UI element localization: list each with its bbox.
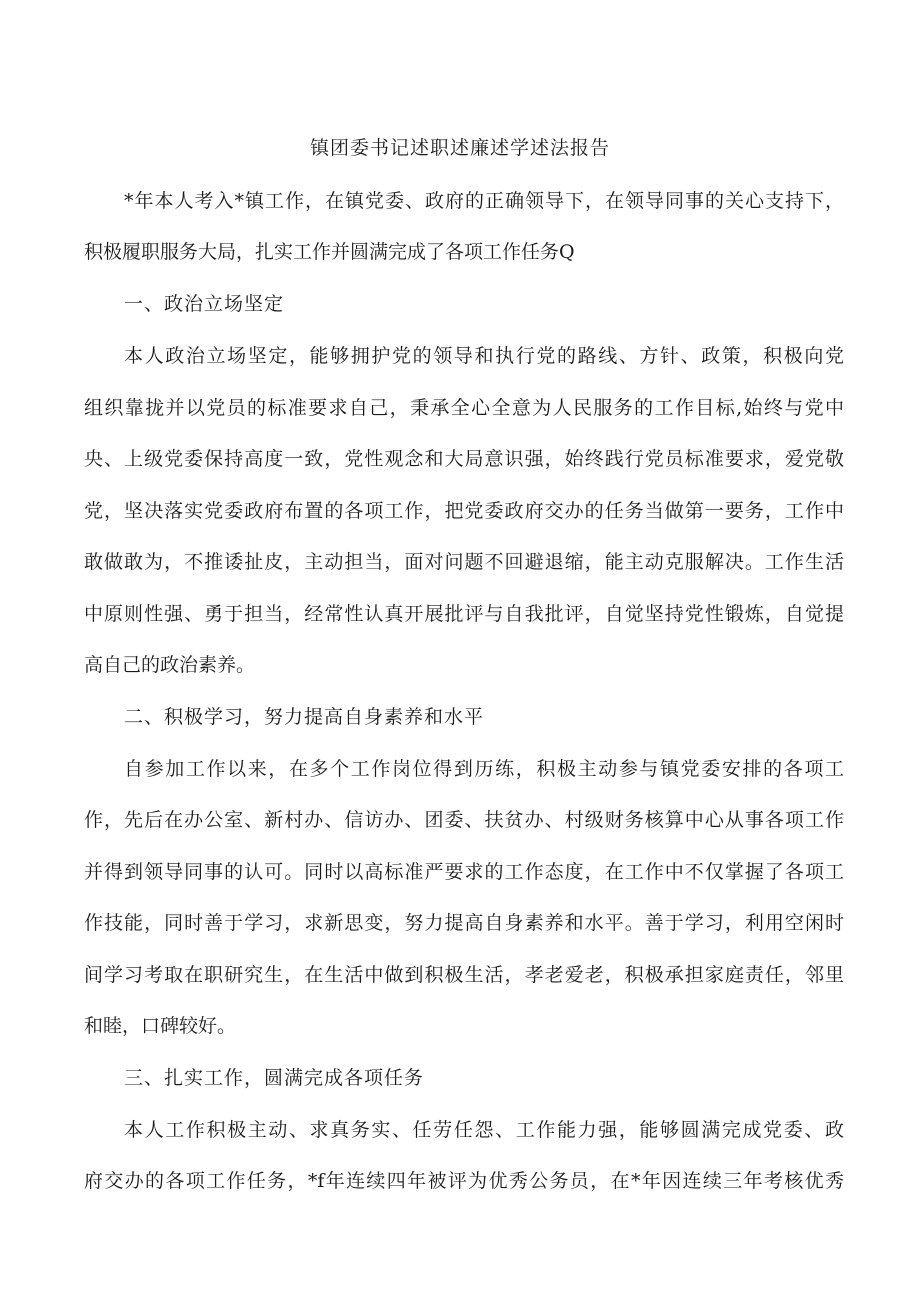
section-heading: 一、政治立场坚定 bbox=[124, 293, 285, 315]
paragraph-line: 作，先后在办公室、新村办、信访办、团委、扶贫办、村级财务核算中心从事各项工作 bbox=[84, 809, 844, 831]
intro-line: 积极履职服务大局，扎实工作并圆满完成了各项工作任务Q bbox=[84, 241, 575, 263]
paragraph-line: 高自己的政治素养。 bbox=[84, 654, 256, 676]
paragraph-line: 自参加工作以来，在多个工作岗位得到历练，积极主动参与镇党委安排的各项工 bbox=[124, 758, 844, 780]
paragraph-line: 和睦，口碑较好。 bbox=[84, 1015, 237, 1037]
paragraph-line: 党，坚决落实党委政府布置的各项工作，把党委政府交办的任务当做第一要务，工作中 bbox=[84, 500, 844, 522]
intro-line: *年本人考入*镇工作，在镇党委、政府的正确领导下，在领导同事的关心支持下， bbox=[124, 190, 844, 212]
paragraph-line: 作技能，同时善于学习，求新思变，努力提高自身素养和水平。善于学习，利用空闲时 bbox=[84, 912, 844, 934]
document-title: 镇团委书记述职述廉述学述法报告 bbox=[309, 137, 610, 159]
paragraph-line: 并得到领导同事的认可。同时以高标准严要求的工作态度，在工作中不仅掌握了各项工 bbox=[84, 861, 844, 883]
paragraph-line: 本人工作积极主动、求真务实、任劳任怨、工作能力强，能够圆满完成党委、政 bbox=[124, 1119, 844, 1141]
section-heading: 二、积极学习，努力提高自身素养和水平 bbox=[124, 706, 485, 728]
paragraph-line: 敢做敢为，不推诿扯皮，主动担当，面对问题不回避退缩，能主动克服解决。工作生活 bbox=[84, 551, 844, 573]
paragraph-line: 中原则性强、勇于担当，经常性认真开展批评与自我批评，自觉坚持党性锻炼，自觉提 bbox=[84, 603, 844, 625]
paragraph-line: 央、上级党委保持高度一致，党性观念和大局意识强，始终践行党员标准要求，爱党敬 bbox=[84, 448, 844, 470]
paragraph-line: 间学习考取在职研究生，在生活中做到积极生活，孝老爱老，积极承担家庭责任，邻里 bbox=[84, 964, 844, 986]
section-heading: 三、扎实工作，圆满完成各项任务 bbox=[124, 1067, 425, 1089]
paragraph-line: 组织靠拢并以党员的标准要求自己，秉承全心全意为人民服务的工作目标,始终与党中 bbox=[84, 397, 844, 419]
paragraph-line: 本人政治立场坚定，能够拥护党的领导和执行党的路线、方针、政策，积极向党 bbox=[124, 345, 844, 367]
paragraph-line: 府交办的各项工作任务，*f年连续四年被评为优秀公务员，在*年因连续三年考核优秀 bbox=[84, 1170, 844, 1192]
